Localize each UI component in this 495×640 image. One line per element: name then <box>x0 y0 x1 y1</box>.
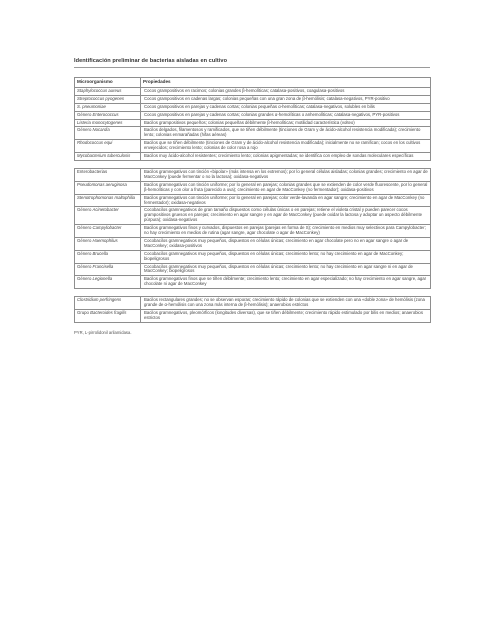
table-row <box>75 127 431 140</box>
organism-name: Campylobacter <box>92 225 122 231</box>
organism-name: S. pneumoniae <box>77 103 106 109</box>
organism-cell <box>75 95 141 103</box>
properties-cell: Bacilos que se tiñen débilmente (tinciones de Gram y de ácido-alcohol resistencia modificada); inicialmente no se ramifican; cocos en los cultivos envejecidos; crecimiento lento; colonias de color rosa a rojo <box>141 140 431 153</box>
table-row <box>75 237 431 250</box>
table-row <box>75 181 431 194</box>
table-row <box>75 103 431 111</box>
organism-prefix: Género <box>77 127 93 133</box>
properties-cell: Cocos grampositivos en parejas y cadenas cortas; colonias pequeñas α-hemolíticas; catalasa-negativos, solubles en bilis <box>141 103 431 111</box>
organism-prefix: Género <box>77 263 93 269</box>
organism-cell <box>75 310 141 323</box>
properties-cell: Bacilos gramnegativos finos y curvados, dispuestos en parejas (parejas en forma de S); crecimiento en medios muy selectivos para Campylobacter; no hay crecimiento en medios de rutina (agar sangre, agar chocolate o agar de MacConkey) <box>141 225 431 238</box>
organism-cell <box>75 207 141 225</box>
table-gram-positive <box>74 77 431 161</box>
organism-name: Brucella <box>92 250 109 256</box>
properties-cell: Bacilos gramnegativos finos que se tiñen débilmente; crecimiento lento; crecimiento en agar especializado; no hay crecimiento en agar sangre, agar chocolate ni agar de MacConkey <box>141 276 431 289</box>
organism-name: Enterobacterias <box>77 168 108 174</box>
organism-name: Staphylococcus aureus <box>77 87 122 93</box>
properties-cell: Cocos grampositivos en parejas y cadenas cortas; colonias grandes α-hemolíticas o anhemolíticas; catalasa-negativos, PYR-positivos <box>141 111 431 119</box>
properties-cell: Cocobacilos gramnegativos muy pequeños, dispuestos en células únicas; crecimiento en agar chocolate pero no en agar sangre o agar de MacConkey; oxidasa-positivos <box>141 237 431 250</box>
organism-name: Haemophilus <box>92 237 118 243</box>
organism-prefix: Grupo <box>77 310 91 315</box>
organism-name: Nocardia <box>92 127 110 133</box>
table-row <box>75 310 431 323</box>
table-gram-negative <box>74 168 431 289</box>
organism-cell <box>75 297 141 310</box>
organism-prefix: Género <box>77 111 93 117</box>
table-row <box>75 119 431 127</box>
table-row <box>75 207 431 225</box>
properties-cell: Bacilos gramnegativos con tinción uniforme; por lo general en parejas; color verde-lavanda en agar sangre; crecimiento en agar de MacConkey (no fermentador); oxidasa-negativos <box>141 194 431 207</box>
properties-cell: Cocobacilos gramnegativos muy pequeños, dispuestos en células únicas; crecimiento lento; no hay crecimiento en agar de MacConkey; biopeligrosos <box>141 250 431 263</box>
organism-name: Mycobacterium tuberculosis <box>77 153 131 159</box>
document-page <box>74 58 430 335</box>
table-row <box>75 95 431 103</box>
organism-cell <box>75 225 141 238</box>
organism-prefix: Género <box>77 237 93 243</box>
organism-name: Francisella <box>92 263 114 269</box>
organism-prefix: Género <box>77 250 93 256</box>
table-title: Identificación preliminar de bacterias aisladas en cultivo <box>74 58 430 68</box>
table-row <box>75 263 431 276</box>
organism-cell <box>75 250 141 263</box>
organism-name: Clostridium perfringens <box>77 297 122 303</box>
organism-cell <box>75 127 141 140</box>
organism-cell <box>75 181 141 194</box>
organism-name: Pseudomonas aeruginosa <box>77 181 127 187</box>
table-row <box>75 276 431 289</box>
organism-name: Stenotrophomonas maltophilia <box>77 194 136 200</box>
properties-cell: Bacilos gramnegativos con tinción uniforme; por lo general en parejas; colonias grandes que se extienden de color verde fluorescente, por lo general β-hemolíticas y con olor a fruta (parecido a uva); crecimiento en agar de MacConkey (no fermentador); oxidasa-positivos <box>141 181 431 194</box>
table-row <box>75 153 431 161</box>
organism-cell <box>75 276 141 289</box>
organism-name: Streptococcus pyogenes <box>77 95 125 101</box>
organism-cell <box>75 237 141 250</box>
organism-prefix: Género <box>77 207 93 213</box>
table-row <box>75 297 431 310</box>
table-row <box>75 87 431 95</box>
properties-cell: Bacilos muy ácido-alcohol resistentes; crecimiento lento; colonias apigmentadas; se identifica con empleo de sondas moleculares específicas <box>141 153 431 161</box>
organism-cell <box>75 140 141 153</box>
table-row <box>75 194 431 207</box>
properties-cell: Cocos grampositivos en cadenas largas; colonias pequeñas con una gran zona de β-hemólisis; catalasa-negativos, PYR-positivo <box>141 95 431 103</box>
table-row <box>75 168 431 181</box>
organism-cell <box>75 194 141 207</box>
properties-cell: Cocobacilos gramnegativos de gran tamaño dispuestos como células únicas o en parejas; retiene el violeta cristal y pueden parecer cocos grampositivos gruesos en parejas; crecimiento en agar sangre y en agar de MacConkey (puede oxidar la lactosa y adoptar un aspecto débilmente púrpura); oxidasa-negativos <box>141 207 431 225</box>
properties-cell: Cocos grampositivos en racimos; colonias grandes β-hemolíticas; catalasa-positivos, coagulasa-positivos <box>141 87 431 95</box>
organism-cell <box>75 111 141 119</box>
properties-cell: Bacilos gramnegativos con tinción «bipolar» (más intensa en los extremos); por lo general células aisladas; colonias grandes; crecimiento en agar de MacConkey (puede fermentar o no la lactosa); oxidasa-negativos <box>141 168 431 181</box>
organism-prefix: Género <box>77 225 93 231</box>
table-row <box>75 250 431 263</box>
properties-cell: Bacilos grampositivos pequeños; colonias pequeñas débilmente β-hemolíticas; motilidad característica (volteo) <box>141 119 431 127</box>
organism-name: Listeria monocytogenes <box>77 119 123 125</box>
organism-cell <box>75 87 141 95</box>
properties-cell: Bacilos gramnegativos, pleomórficos (longitudes diversas), que se tiñen débilmente; crecimiento rápido estimulado por bilis en medios; anaerobios estrictos <box>141 310 431 323</box>
organism-name: Rhodococcus equi <box>77 140 113 146</box>
properties-cell: Cocobacilos gramnegativos muy pequeños, dispuestos en células únicas; crecimiento lento; no hay crecimiento en agar sangre ni en agar de MacConkey; biopeligrosos <box>141 263 431 276</box>
organism-cell <box>75 103 141 111</box>
organism-cell <box>75 153 141 161</box>
table-row <box>75 225 431 238</box>
properties-cell: Bacilos rectangulares grandes; no se observan esporas; crecimiento rápido de colonias que se extienden con una «doble zona» de hemólisis (zona grande de α-hemólisis con una zona más interna de β-hemólisis); anaerobios estrictos <box>141 297 431 310</box>
header-properties: Propiedades <box>141 78 431 88</box>
table-row <box>75 111 431 119</box>
footnote: PYR, L-pirrolidonil arilamidasa. <box>74 329 132 335</box>
organism-prefix: Género <box>77 276 93 282</box>
organism-name: Bacteroides fragilis <box>90 310 127 315</box>
organism-name: Legionella <box>92 276 113 282</box>
properties-cell: Bacilos delgados, filamentosos y ramificados, que se tiñen débilmente (tinciones de Gram y de ácido-alcohol resistencia modificada); crecimiento lento; colonias enmarañadas (hifas aéreas) <box>141 127 431 140</box>
table-header-row <box>75 78 431 88</box>
header-organism: Microorganismo <box>75 78 141 88</box>
table-row <box>75 140 431 153</box>
organism-name: Acinetobacter <box>92 207 119 213</box>
organism-cell <box>75 263 141 276</box>
table-anaerobes <box>74 296 431 323</box>
organism-cell <box>75 119 141 127</box>
organism-name: Enterococcus <box>92 111 119 117</box>
organism-cell <box>75 168 141 181</box>
